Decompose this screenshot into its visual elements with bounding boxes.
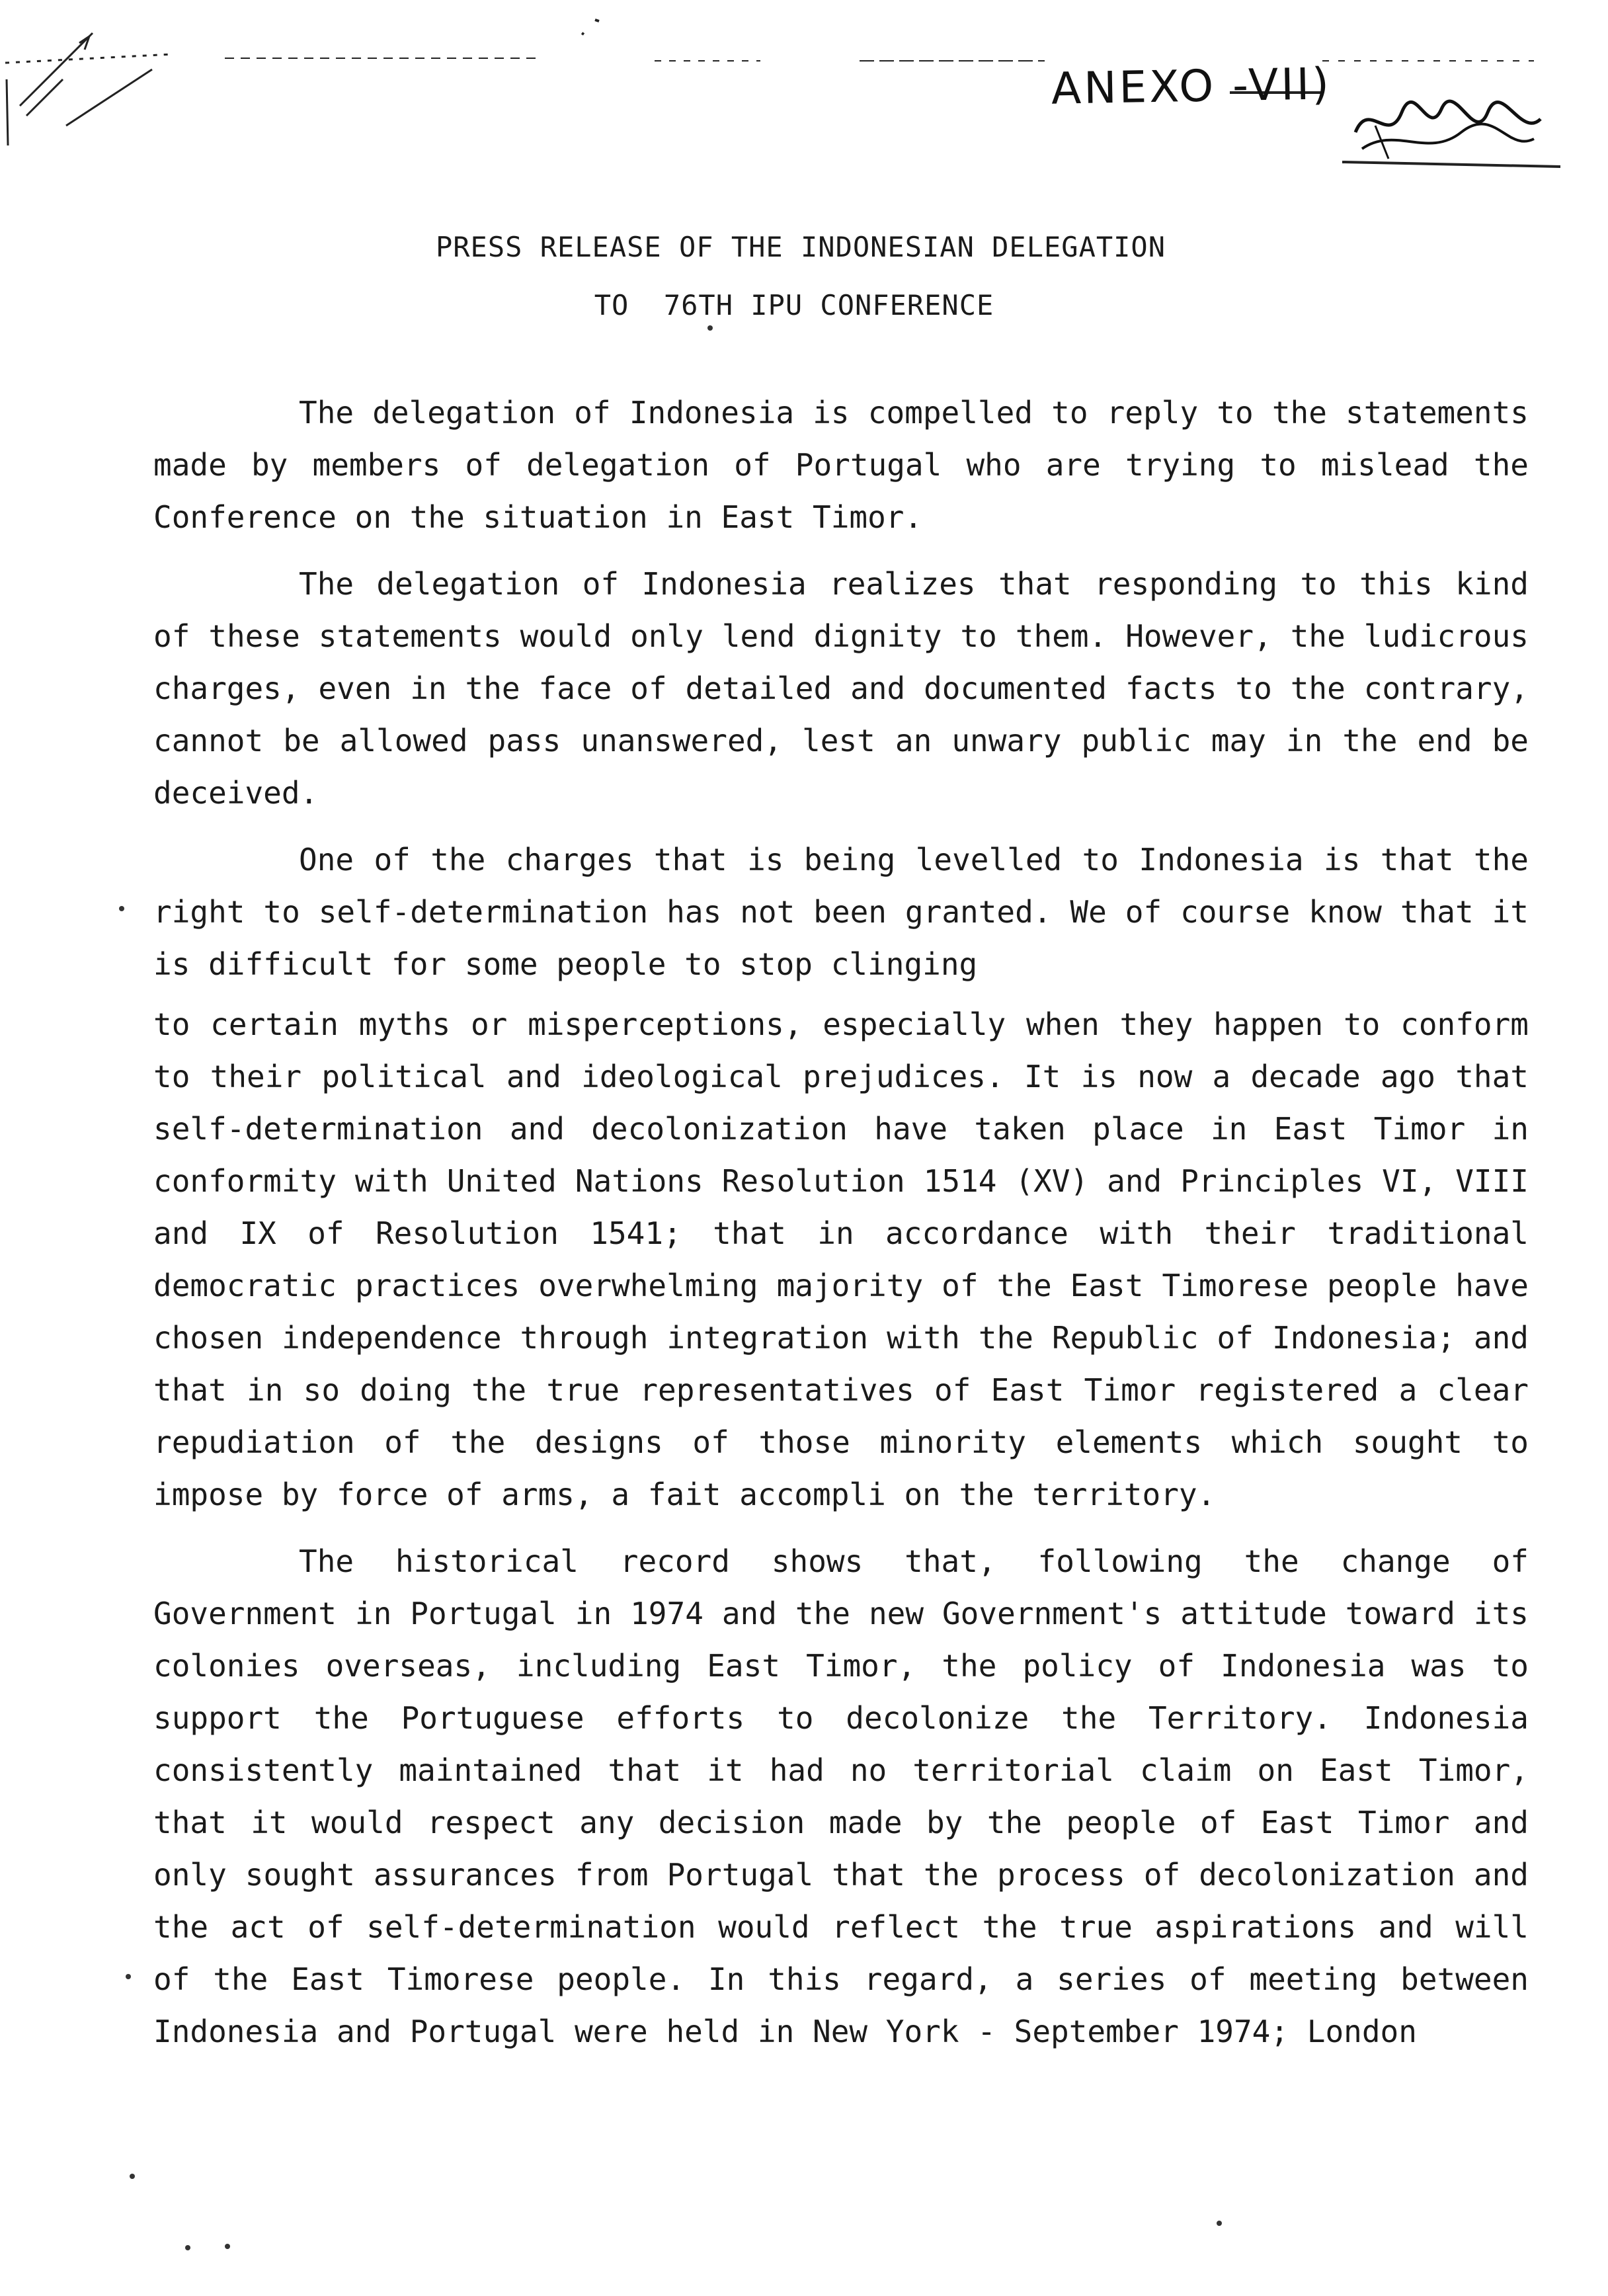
margin-dot	[119, 906, 124, 911]
paragraph-4	[153, 1536, 1529, 2058]
paragraph-3-continued	[153, 999, 1529, 1521]
paragraph-3-continued-text: to certain myths or misperceptions, especially when they happen to conform to their political and ideological prejudices. It is now a decade ago that self-determination and decolonization have taken place in East Timor in conformity with United Nations Resolution 1514 (XV) and Principles VI, VIII and IX of Resolution 1541; that in accordance with their traditional democratic practices overwhelming majority of the East Timorese people have chosen independence through integration with the Republic of Indonesia; and that in so doing the true representatives of East Timor registered a clear repudiation of the designs of those minority elements which sought to impose by force of arms, a fait accompli on the territory.	[153, 1006, 1529, 1512]
document-title	[0, 218, 1608, 335]
margin-dot	[1217, 2221, 1222, 2226]
paragraph-1-text: The delegation of Indonesia is compelled to reply to the statements made by members of delegation of Portugal who are trying to mislead the Conference on the situation in East Timor.	[153, 395, 1529, 535]
paragraph-3	[153, 834, 1529, 991]
margin-dot	[225, 2244, 230, 2249]
handwritten-signature	[1349, 86, 1547, 165]
paragraph-1	[153, 387, 1529, 544]
margin-dot	[185, 2245, 190, 2250]
margin-dot	[707, 325, 713, 331]
paragraph-3-text: One of the charges that is being levelled to Indonesia is that the right to self-determination has not been granted. We of course know that it is difficult for some people to stop clinging	[153, 842, 1529, 982]
title-line-1: PRESS RELEASE OF THE INDONESIAN DELEGATION	[435, 231, 1166, 263]
margin-dot	[130, 2174, 135, 2179]
paragraph-2	[153, 558, 1529, 819]
document-body	[153, 387, 1529, 2072]
annex-label: ANEXO -VII)	[1051, 58, 1332, 114]
paragraph-4-text: The historical record shows that, following the change of Government in Portugal in 1974 and the new Government's attitude toward its colonies overseas, including East Timor, the policy of Indonesia was to support the Portuguese efforts to decolonize the Territory. Indonesia consistently maintained that it had no territorial claim on East Timor, that it would respect any decision made by the people of East Timor and only sought assurances from Portugal that the process of decolonization and the act of self-determination would reflect the true aspirations and will of the East Timorese people. In this regard, a series of meeting between Indonesia and Portugal were held in New York - September 1974; London	[153, 1543, 1529, 2049]
title-line-2: TO 76TH IPU CONFERENCE	[594, 289, 994, 321]
paragraph-2-text: The delegation of Indonesia realizes that responding to this kind of these statements would only lend dignity to them. However, the ludicrous charges, even in the face of detailed and documented facts to the contrary, cannot be allowed pass unanswered, lest an unwary public may in the end be deceived.	[153, 566, 1529, 811]
margin-dot	[126, 1974, 131, 1979]
